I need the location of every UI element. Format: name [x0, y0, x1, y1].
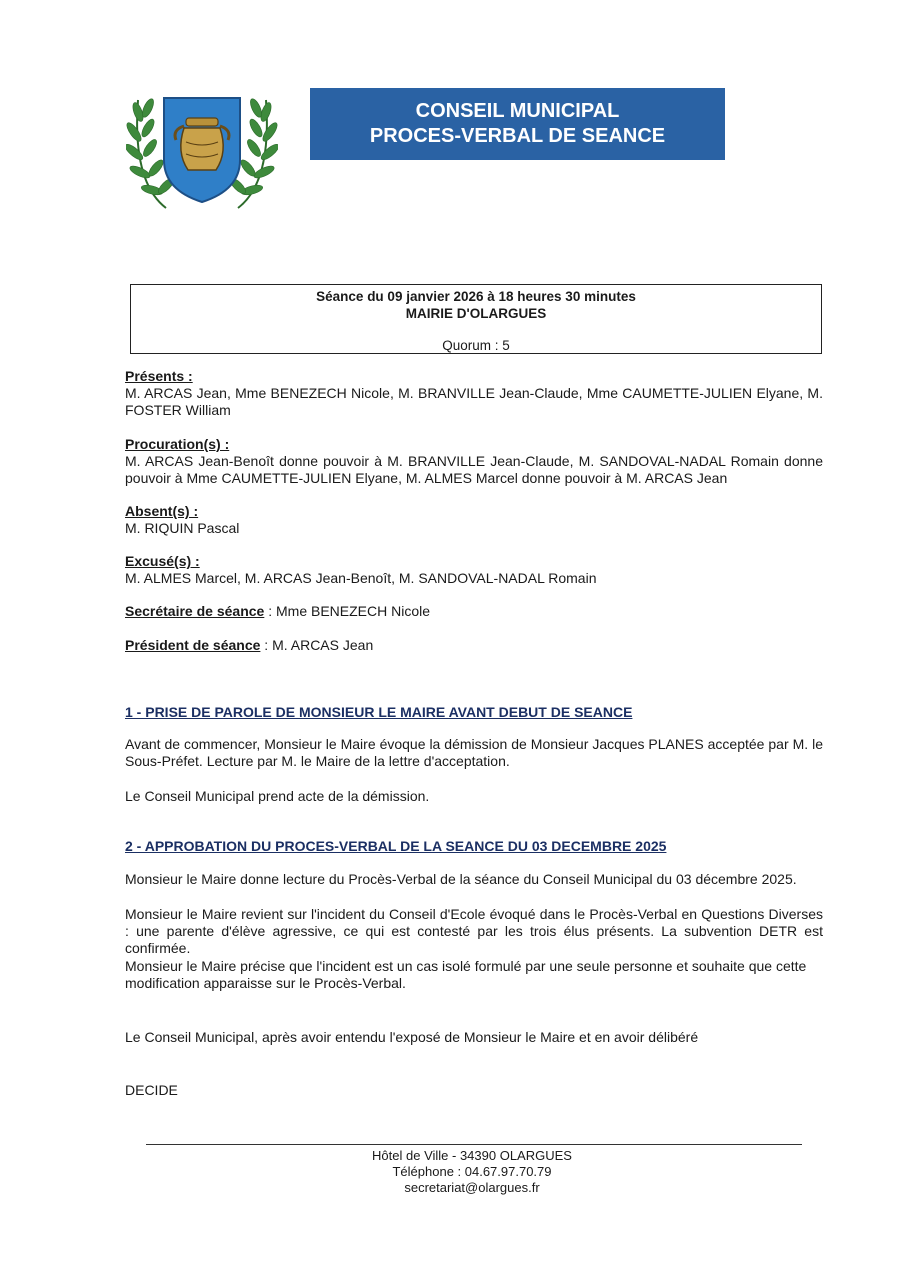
president-text: : M. ARCAS Jean	[260, 637, 374, 653]
section-1-paragraph-1: Avant de commencer, Monsieur le Maire évoque la démission de Monsieur Jacques PLANES acceptée par M. le Sous-Préfet. Lecture par M. le Maire de la lettre d'acceptation.	[125, 736, 823, 769]
pot-icon	[175, 118, 229, 170]
excuses-text: M. ALMES Marcel, M. ARCAS Jean-Benoît, M. SANDOVAL-NADAL Romain	[125, 570, 597, 586]
section-2-paragraph-3: Monsieur le Maire précise que l'incident est un cas isolé formulé par une seule personne et souhaite que cette modification apparaisse sur le Procès-Verbal.	[125, 958, 807, 991]
procurations-text: M. ARCAS Jean-Benoît donne pouvoir à M. BRANVILLE Jean-Claude, M. SANDOVAL-NADAL Romain donne pouvoir à Mme CAUMETTE-JULIEN Elyane, M. ALMES Marcel donne pouvoir à M. ARCAS Jean	[125, 453, 823, 486]
title-banner	[310, 88, 725, 160]
secretaire-line	[125, 603, 823, 620]
absents-section	[125, 503, 823, 537]
excuses-label: Excusé(s) :	[125, 553, 200, 569]
section-2-paragraph-2: Monsieur le Maire revient sur l'incident du Conseil d'Ecole évoqué dans le Procès-Verbal en Questions Diverses : une parente d'élève agressive, ce qui est contesté par les trois élus présents. La subvention DETR est confirmée.	[125, 906, 823, 956]
footer-phone: Téléphone : 04.67.97.70.79	[392, 1164, 552, 1179]
session-info-box	[130, 284, 822, 354]
section-2-decide: DECIDE	[125, 1082, 178, 1098]
section-2-paragraph-1: Monsieur le Maire donne lecture du Procès-Verbal de la séance du Conseil Municipal du 03 décembre 2025.	[125, 871, 797, 887]
secretaire-label: Secrétaire de séance	[125, 603, 265, 619]
session-quorum: Quorum : 5	[442, 338, 510, 353]
session-date: Séance du 09 janvier 2026 à 18 heures 30 minutes	[316, 289, 636, 304]
procurations-label: Procuration(s) :	[125, 436, 230, 452]
section-1-paragraph-2: Le Conseil Municipal prend acte de la démission.	[125, 788, 430, 804]
excuses-section	[125, 553, 823, 587]
absents-label: Absent(s) :	[125, 503, 199, 519]
president-line	[125, 637, 823, 654]
section-1-title: 1 - PRISE DE PAROLE DE MONSIEUR LE MAIRE AVANT DEBUT DE SEANCE	[125, 704, 633, 720]
presents-label: Présents :	[125, 368, 193, 384]
section-2-paragraph-4: Le Conseil Municipal, après avoir entendu l'exposé de Monsieur le Maire et en avoir délibéré	[125, 1029, 699, 1045]
title-line-1: CONSEIL MUNICIPAL	[415, 100, 620, 122]
presents-section	[125, 368, 823, 419]
footer-email: secretariat@olargues.fr	[404, 1180, 540, 1195]
title-line-2: PROCES-VERBAL DE SEANCE	[369, 125, 666, 147]
session-place: MAIRIE D'OLARGUES	[405, 306, 547, 321]
coat-of-arms-logo	[126, 90, 278, 214]
presents-text: M. ARCAS Jean, Mme BENEZECH Nicole, M. BRANVILLE Jean-Claude, Mme CAUMETTE-JULIEN Elyane, M. FOSTER William	[125, 385, 823, 418]
footer-divider	[146, 1144, 802, 1145]
section-2-title: 2 - APPROBATION DU PROCES-VERBAL DE LA SEANCE DU 03 DECEMBRE 2025	[125, 838, 667, 854]
footer-address: Hôtel de Ville - 34390 OLARGUES	[372, 1148, 572, 1163]
absents-text: M. RIQUIN Pascal	[125, 520, 240, 536]
procurations-section	[125, 436, 823, 487]
footer	[146, 1148, 798, 1196]
president-label: Président de séance	[125, 637, 261, 653]
secretaire-text: : Mme BENEZECH Nicole	[264, 603, 431, 619]
